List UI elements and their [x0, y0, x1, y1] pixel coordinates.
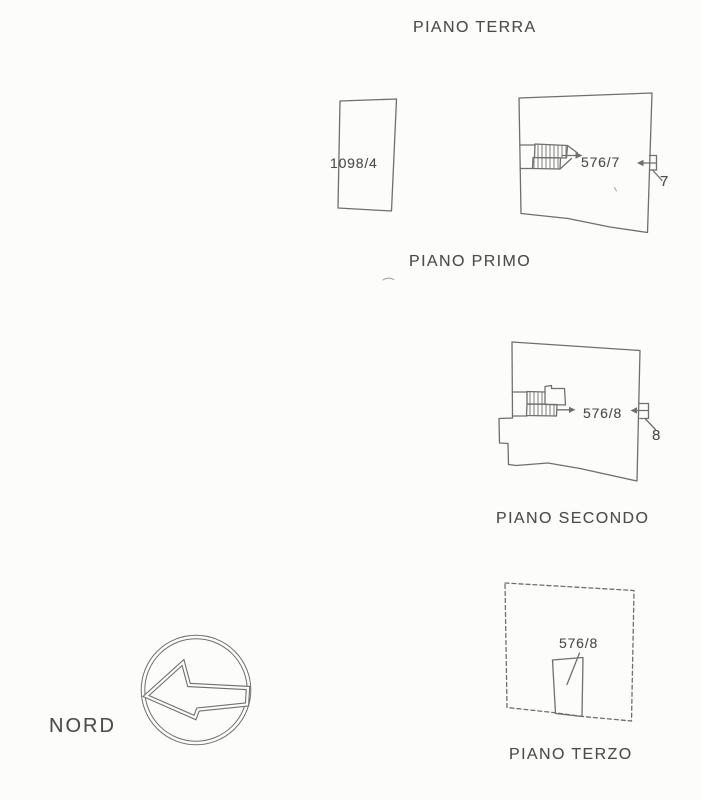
compass-label-nord: NORD — [49, 715, 116, 737]
parcel-label-576-7: 576/7 — [581, 154, 621, 170]
floor-title-piano-primo: PIANO PRIMO — [409, 253, 532, 270]
entrance-arrow-7-icon — [637, 160, 656, 167]
parcel-label-576-8-primo: 576/8 — [583, 405, 623, 421]
stairs-icon-terra — [520, 144, 583, 169]
entrance-ref-7: 7 — [660, 173, 669, 190]
subunit-outline-576-8 — [553, 658, 584, 717]
entrance-ref-8: 8 — [652, 427, 661, 444]
floor-title-piano-terra: PIANO TERRA — [413, 19, 537, 36]
parcel-label-576-8-terzo: 576/8 — [559, 635, 599, 651]
north-arrow-icon — [143, 637, 249, 743]
stairs-icon-primo — [513, 386, 576, 417]
floor-title-piano-secondo: PIANO SECONDO — [496, 510, 650, 527]
floor-title-piano-terzo: PIANO TERZO — [509, 746, 633, 763]
plan-outline-576-8-terzo-dashed — [505, 583, 634, 721]
parcel-label-1098-4: 1098/4 — [330, 155, 378, 171]
